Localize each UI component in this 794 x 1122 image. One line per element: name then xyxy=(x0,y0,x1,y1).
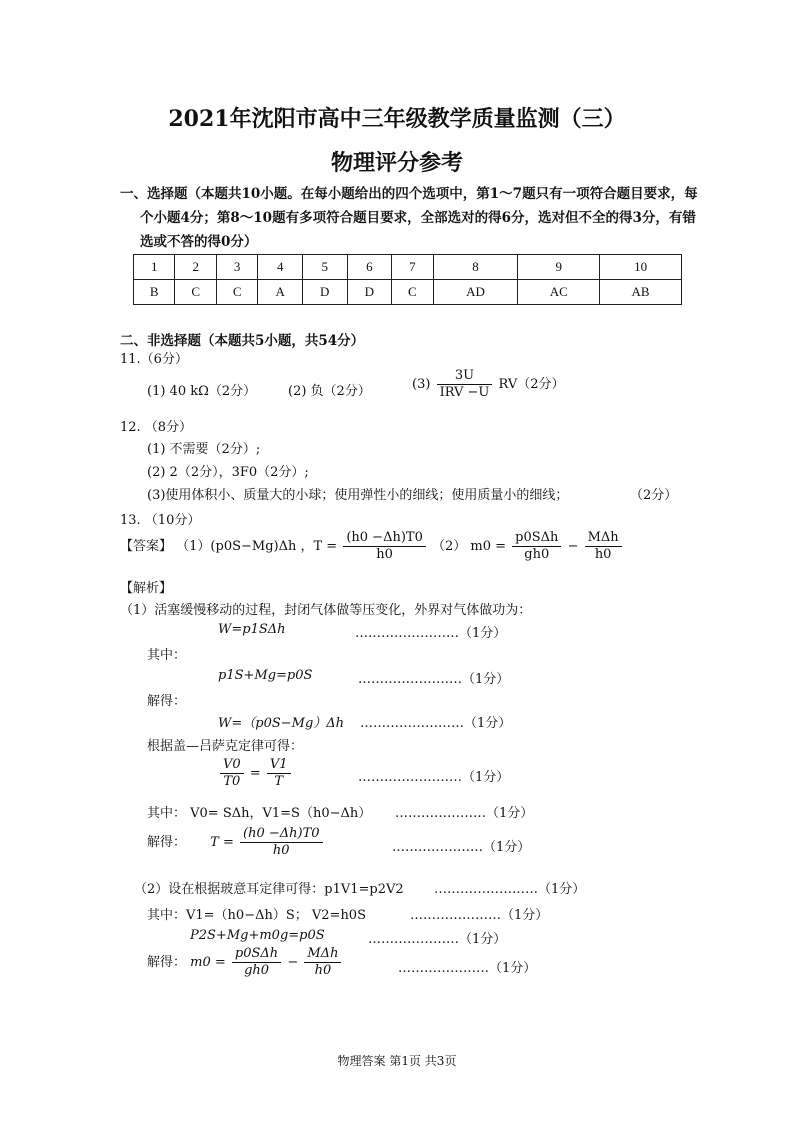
analysis-boyle-volumes: 其中：V1=（h0−Δh）S； V2=h0S xyxy=(147,908,366,923)
answer-tag: 【答案】 xyxy=(120,539,173,554)
T-lhs: T = xyxy=(210,835,234,850)
answer-cell: B xyxy=(134,280,175,305)
frac-m0-b xyxy=(304,946,341,979)
score-dots: ……………………（1分） xyxy=(358,770,510,785)
question-number-cell: 6 xyxy=(347,255,392,280)
analysis-gay-lussac: 根据盖—吕萨克定律可得： xyxy=(147,739,304,754)
question-number-cell: 8 xyxy=(433,255,518,280)
answer-cell: AB xyxy=(600,280,682,305)
frac-den: h0 xyxy=(272,843,290,858)
frac-den: h0 xyxy=(314,963,332,978)
frac-num: (h0 −Δh)T0 xyxy=(343,530,426,547)
frac-num: p0SΔh xyxy=(512,530,561,547)
question-number-cell: 4 xyxy=(258,255,303,280)
frac-T xyxy=(240,826,323,859)
analysis-boyle: （2）设在根据玻意耳定律可得：p1V1=p2V2 xyxy=(134,882,404,897)
analysis-tag: 【解析】 xyxy=(120,581,173,596)
minus-sign: − xyxy=(567,539,579,554)
analysis-line-1: （1）活塞缓慢移动的过程，封闭气体做等压变化，外界对气体做功为： xyxy=(120,603,532,618)
answer-part1: （1）(p0S−Mg)Δh ，T = xyxy=(176,539,338,554)
answer-cell: C xyxy=(392,280,433,305)
solve-label: 解得： xyxy=(147,835,187,850)
answer-fraction-T xyxy=(343,530,426,563)
page-footer: 物理答案 第1页 共3页 xyxy=(337,1054,457,1068)
answer-fraction-m0-a xyxy=(512,530,561,563)
answer-table xyxy=(133,254,682,305)
analysis-T-result xyxy=(147,826,325,859)
equation-balance: p1S+Mg=p0S xyxy=(218,668,313,683)
answer-cell: AD xyxy=(433,280,518,305)
score-dots: ……………………（1分） xyxy=(358,672,510,687)
equation-work: W=p1SΔh xyxy=(218,622,286,637)
q11-part3-prefix: (3) xyxy=(412,377,431,392)
score-dots: …………………（1分） xyxy=(392,840,531,855)
equals-sign: = xyxy=(249,766,261,781)
section2-heading: 二、非选择题（本题共5小题，共54分） xyxy=(120,333,365,349)
question-number-cell: 9 xyxy=(518,255,600,280)
solve-label: 解得： xyxy=(147,955,187,970)
q12-label: 12. （8分） xyxy=(120,420,193,435)
answer-cell: D xyxy=(347,280,392,305)
question-number-cell: 7 xyxy=(392,255,433,280)
answer-cell: C xyxy=(216,280,257,305)
equation-work-result: W=（p0S−Mg）Δh xyxy=(218,716,345,731)
q11-fraction xyxy=(437,368,493,401)
question-number-cell: 2 xyxy=(175,255,216,280)
analysis-m0-result xyxy=(147,946,343,979)
frac-num: p0SΔh xyxy=(232,946,281,963)
question-number-cell: 5 xyxy=(302,255,347,280)
question-number-cell: 1 xyxy=(134,255,175,280)
score-dots: …………………（1分） xyxy=(395,806,534,821)
analysis-where: 其中： xyxy=(147,648,187,663)
score-dots: …………………（1分） xyxy=(368,932,507,947)
q11-frac-num: 3U xyxy=(437,368,493,385)
score-dots: ……………………（1分） xyxy=(355,626,507,641)
q11-part1: (1) 40 kΩ（2分） xyxy=(147,384,257,399)
answer-table-numbers xyxy=(134,255,682,280)
answer-cell: D xyxy=(302,280,347,305)
q12-part3: (3)使用体积小、质量大的小球；使用弹性小的细线；使用质量小的细线； xyxy=(147,488,569,503)
answer-cell: A xyxy=(258,280,303,305)
frac-num: V1 xyxy=(267,757,291,774)
q13-label: 13. （10分） xyxy=(120,513,201,528)
frac-den: T0 xyxy=(223,774,241,789)
score-dots: …………………（1分） xyxy=(398,961,537,976)
q11-part3-suffix: RV（2分） xyxy=(498,377,565,392)
question-number-cell: 3 xyxy=(216,255,257,280)
frac-den: gh0 xyxy=(524,547,550,562)
frac-den: h0 xyxy=(594,547,612,562)
frac-m0-a xyxy=(232,946,281,979)
answer-cell: C xyxy=(175,280,216,305)
analysis-solve: 解得： xyxy=(147,694,187,709)
minus-sign: − xyxy=(287,955,299,970)
q13-answer xyxy=(120,530,624,563)
answer-part2: （2） m0 = xyxy=(431,539,507,554)
q12-part2: (2) 2（2分），3F0（2分）; xyxy=(147,465,309,480)
score-dots: ……………………（1分） xyxy=(360,716,512,731)
equation-balance-2: P2S+Mg+m0g=p0S xyxy=(190,928,325,943)
page-subtitle: 物理评分参考 xyxy=(330,150,463,176)
answer-fraction-m0-b xyxy=(585,530,622,563)
answer-cell: AC xyxy=(518,280,600,305)
q11-label: 11.（6分） xyxy=(120,352,188,367)
analysis-volumes: 其中： V0= SΔh，V1=S（h0−Δh） xyxy=(147,806,372,821)
q12-part1: (1) 不需要（2分）; xyxy=(147,442,261,457)
frac-num: MΔh xyxy=(585,530,622,547)
q11-part2: (2) 负（2分） xyxy=(288,384,371,399)
frac-num: V0 xyxy=(220,757,244,774)
frac-den: T xyxy=(274,774,284,789)
q12-part3-score: （2分） xyxy=(630,488,678,503)
frac-den: gh0 xyxy=(244,963,270,978)
q11-frac-den: IRV −U xyxy=(439,385,490,400)
answer-table-answers xyxy=(134,280,682,305)
frac-V1-T xyxy=(267,757,291,790)
q11-part3 xyxy=(412,368,565,401)
frac-den: h0 xyxy=(376,547,393,562)
score-dots: ……………………（1分） xyxy=(434,882,586,897)
equation-ratio xyxy=(218,757,293,790)
question-number-cell: 10 xyxy=(600,255,682,280)
frac-num: MΔh xyxy=(304,946,341,963)
m0-lhs: m0 = xyxy=(190,955,226,970)
score-dots: …………………（1分） xyxy=(410,908,549,923)
section1-heading: 一、选择题（本题共10小题。在每小题给出的四个选项中，第1～7题只有一项符合题目要求，每个小题4分；第8～10题有多项符合题目要求，全部选对的得6分，选对但不全的得3分，有错选或不答的得0分） xyxy=(120,186,698,250)
frac-V0-T0 xyxy=(220,757,244,790)
page-title: 2021年沈阳市高中三年级教学质量监测（三） xyxy=(168,106,626,132)
frac-num: (h0 −Δh)T0 xyxy=(240,826,323,843)
